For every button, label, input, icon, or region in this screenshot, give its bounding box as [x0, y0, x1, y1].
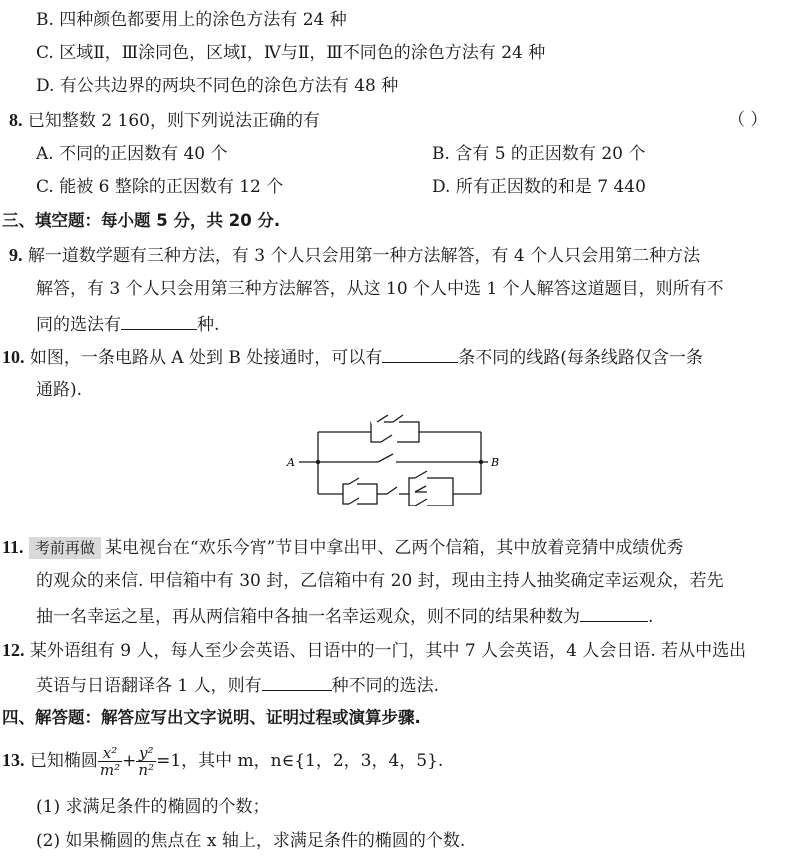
q12-number: 12. — [2, 640, 25, 660]
q8-option-d: D. 所有正因数的和是 7 440 — [432, 177, 646, 197]
q9-text-1: 解一道数学题有三种方法，有 3 个人只会用第一种方法解答，有 4 个人只会用第二种方法 — [27, 246, 701, 266]
q9-line-3 — [36, 311, 219, 337]
plus-sign: + — [122, 751, 137, 771]
section-3-heading: 三、填空题：每小题 5 分，共 20 分. — [2, 211, 281, 230]
q12-text-1: 某外语组有 9 人，每人至少会英语、日语中的一门，其中 7 人会英语，4 人会日语. 若从中选出 — [29, 641, 747, 661]
q13-stem-b: =1，其中 m，n∈{1，2，3，4，5}. — [156, 751, 444, 771]
q11-line-3 — [36, 603, 653, 629]
circuit-diagram — [285, 410, 505, 506]
q8-stem-line — [9, 108, 320, 133]
q12-line-1 — [2, 638, 746, 663]
q8-option-c: C. 能被 6 整除的正因数有 12 个 — [36, 177, 284, 197]
q13-part-1: (1) 求满足条件的椭圆的个数； — [36, 797, 270, 817]
q10-line-1 — [2, 344, 703, 370]
section-4-heading: 四、解答题：解答应写出文字说明、证明过程或演算步骤. — [2, 708, 421, 727]
q8-answer-paren: （ ） — [728, 110, 768, 130]
q13-stem-a: 已知椭圆 — [29, 751, 98, 771]
q7-option-b: B. 四种颜色都要用上的涂色方法有 24 种 — [36, 10, 347, 30]
q8-stem: 已知整数 2 160，则下列说法正确的有 — [27, 111, 320, 131]
node-b-label: B — [491, 456, 500, 469]
ellipse-fraction-y: $\frac{\text{y²}}{\text{n²}}$ — [138, 744, 155, 779]
q11-line-2: 的观众的来信. 甲信箱中有 30 封，乙信箱中有 20 封，现由主持人抽奖确定幸运观众，若先 — [36, 571, 724, 591]
q11-text-3b: . — [648, 607, 654, 627]
q10-text-1b: 条不同的线路(每条线路仅含一条 — [458, 348, 703, 368]
q11-text-3a: 抽一名幸运之星，再从两信箱中各抽一名幸运观众，则不同的结果种数为 — [36, 607, 580, 627]
q10-text-1a: 如图，一条电路从 A 处到 B 处接通时，可以有 — [29, 348, 383, 368]
q7-option-c: C. 区域Ⅱ，Ⅲ涂同色，区域Ⅰ，Ⅳ与Ⅱ，Ⅲ不同色的涂色方法有 24 种 — [36, 43, 546, 63]
q12-line-2 — [36, 672, 439, 698]
q9-text-3b: 种. — [197, 315, 220, 335]
q10-number: 10. — [2, 347, 25, 367]
q9-line-2: 解答，有 3 个人只会用第三种方法解答，从这 10 个人中选 1 个人解答这道题目，则所有不 — [36, 279, 724, 299]
q13-stem-line — [2, 742, 443, 779]
q10-answer-blank[interactable] — [382, 344, 458, 363]
q13-part-2: (2) 如果椭圆的焦点在 x 轴上，求满足条件的椭圆的个数. — [36, 831, 466, 851]
q11-text-1: 某电视台在“欢乐今宵”节目中拿出甲、乙两个信箱，其中放着竞猜中成绩优秀 — [104, 538, 684, 558]
q11-line-1 — [2, 535, 683, 560]
q9-text-3a: 同的选法有 — [36, 315, 121, 335]
exam-review-tag: 考前再做 — [29, 537, 101, 559]
q10-line-2: 通路). — [36, 380, 83, 400]
q12-text-2a: 英语与日语翻译各 1 人，则有 — [36, 676, 262, 696]
q11-answer-blank[interactable] — [580, 603, 648, 622]
q8-option-b: B. 含有 5 的正因数有 20 个 — [432, 144, 646, 164]
q9-line-1 — [9, 243, 700, 268]
q11-number: 11. — [2, 537, 24, 557]
ellipse-fraction-x: $\frac{\text{x²}}{\text{m²}}$ — [99, 744, 121, 779]
q12-text-2b: 种不同的选法. — [331, 676, 440, 696]
q8-option-a: A. 不同的正因数有 40 个 — [36, 144, 228, 164]
node-a-label: A — [287, 456, 295, 469]
q9-answer-blank[interactable] — [121, 311, 197, 330]
q7-option-d: D. 有公共边界的两块不同色的涂色方法有 48 种 — [36, 76, 399, 96]
q8-number: 8. — [9, 110, 23, 130]
q9-number: 9. — [9, 245, 23, 265]
q13-number: 13. — [2, 750, 25, 770]
q12-answer-blank[interactable] — [262, 672, 332, 691]
